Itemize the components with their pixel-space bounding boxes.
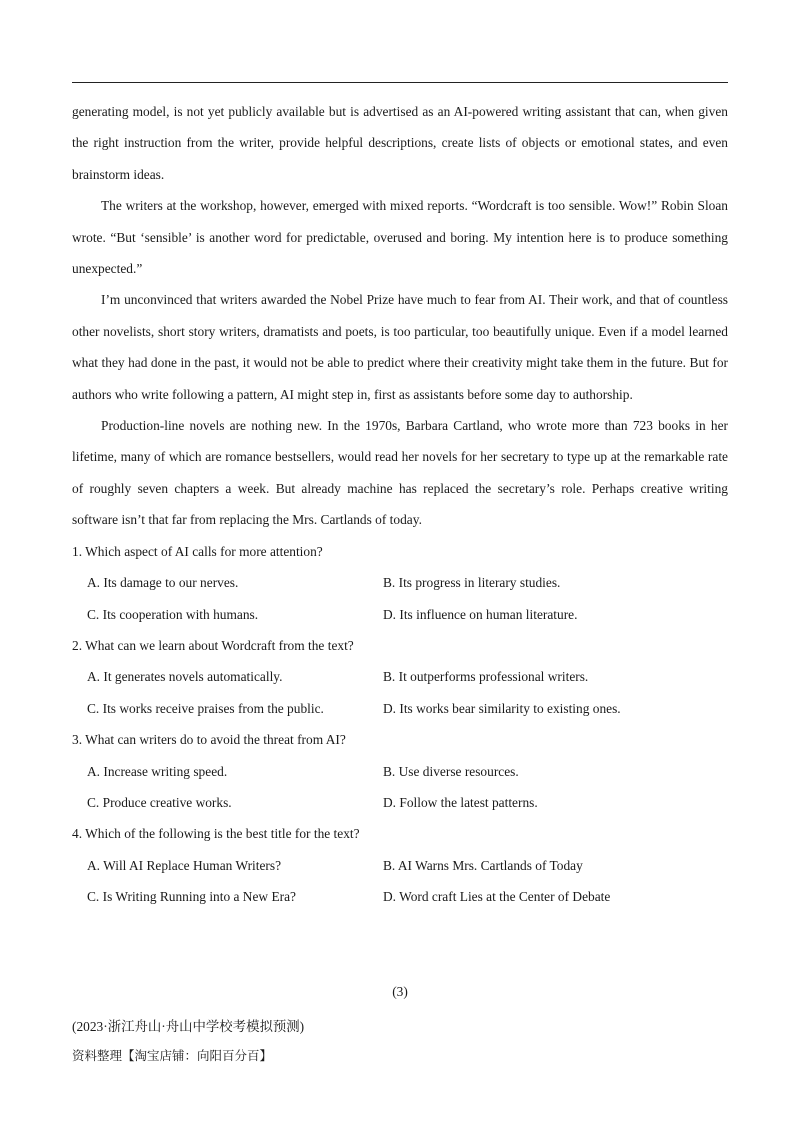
page-number: (3) [392,984,408,999]
option-d: D. Its influence on human literature. [383,606,578,622]
footer-note: 资料整理【淘宝店铺：向阳百分百】 [72,1048,273,1063]
option-a: A. Will AI Replace Human Writers? [87,857,282,873]
passage-paragraph-4: Production-line novels are nothing new. In the 1970s, Barbara Cartland, who wrote more than 723 books in her lifetime, many of which are romance bestsellers, would read her novels for her secretary to type up at the remarkable rate of roughly seven chapters a week. But already machine has replaced the secretary’s role. Perhaps creative writing software isn’t that far from replacing the Mrs. Cartlands of today. [72,418,728,528]
option-a: A. It generates novels automatically. [87,669,283,685]
options [72,756,728,819]
header-rule [72,82,728,83]
passage-paragraph-1: generating model, is not yet publicly available but is advertised as an AI-powered writing assistant that can, when given the right instruction from the writer, provide helpful descriptions, create lists of objects or emotional states, and even brainstorm ideas. [72,104,728,182]
option-b: B. AI Warns Mrs. Cartlands of Today [383,857,583,873]
question-stem: 4. Which of the following is the best title for the text? [72,826,360,842]
option-c: C. Is Writing Running into a New Era? [87,889,296,905]
option-d: D. Its works bear similarity to existing ones. [383,700,621,716]
passage-paragraph-3: I’m unconvinced that writers awarded the Nobel Prize have much to fear from AI. Their work, and that of countless other novelists, short story writers, dramatists and poets, is too particular, too beautifully unique. Even if a model learned what they had done in the past, it would not be able to predict where their creativity might take them in the future. But for authors who write following a pattern, AI might step in, first as assistants before some day to authorship. [72,292,728,402]
option-b: B. Its progress in literary studies. [383,575,561,591]
question-4 [72,818,728,912]
question-stem: 3. What can writers do to avoid the threat from AI? [72,732,346,748]
question-stem: 2. What can we learn about Wordcraft from the text? [72,637,354,653]
passage-paragraph-2: The writers at the workshop, however, emerged with mixed reports. “Wordcraft is too sensible. Wow!” Robin Sloan wrote. “But ‘sensible’ is another word for predictable, overused and boring. My intention here is to produce something unexpected.” [72,198,728,277]
option-c: C. Its works receive praises from the public. [87,700,324,716]
question-3 [72,724,728,818]
option-b: B. Use diverse resources. [383,763,519,779]
question-2 [72,630,728,724]
option-a: A. Increase writing speed. [87,763,228,779]
option-a: A. Its damage to our nerves. [87,575,239,591]
options [72,661,728,724]
option-c: C. Produce creative works. [87,794,232,810]
option-b: B. It outperforms professional writers. [383,669,589,685]
option-d: D. Follow the latest patterns. [383,794,538,810]
source-citation: (2023·浙江舟山·舟山中学校考模拟预测) [72,1019,305,1034]
question-1 [72,536,728,630]
options [72,567,728,630]
option-c: C. Its cooperation with humans. [87,606,259,622]
options [72,850,728,913]
option-d: D. Word craft Lies at the Center of Debate [383,889,611,905]
question-stem: 1. Which aspect of AI calls for more attention? [72,543,323,559]
document-body [72,96,728,913]
